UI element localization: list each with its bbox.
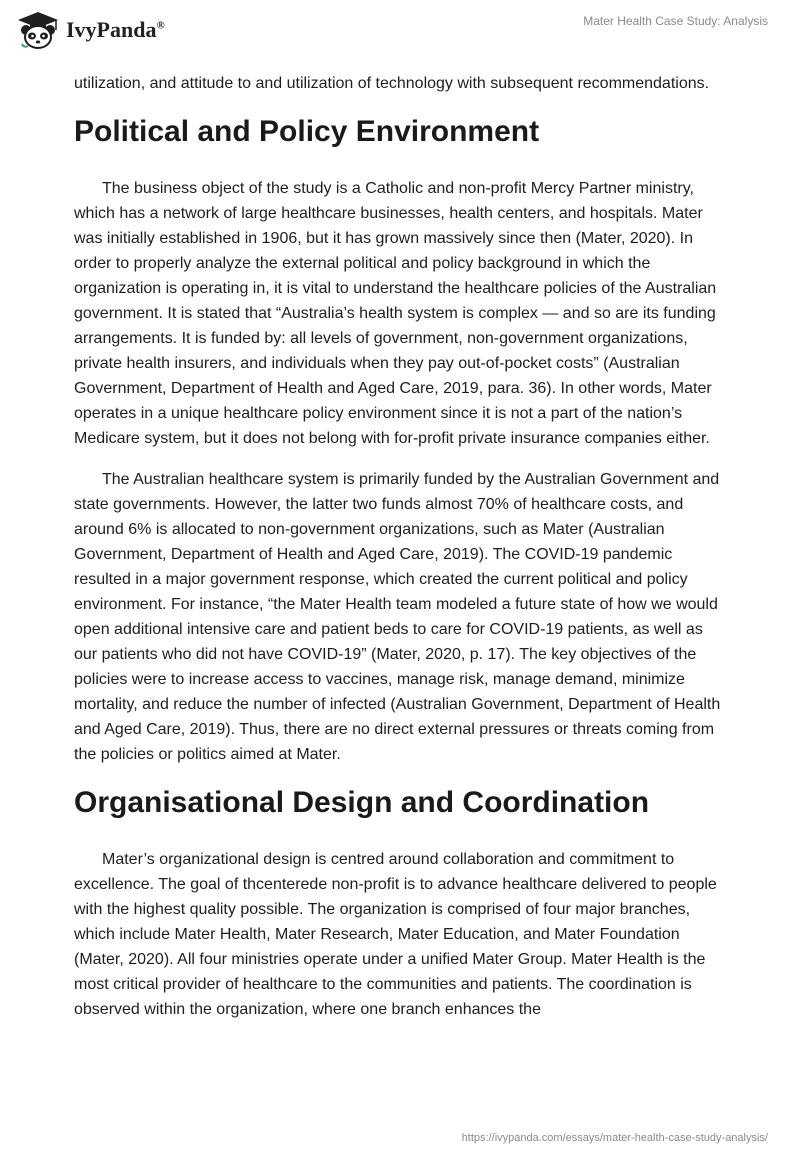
ivypanda-logo[interactable] [16, 10, 165, 50]
paragraph: The business object of the study is a Catholic and non-profit Mercy Partner ministry, which has a network of large healthcare businesses, health centers, and hospitals. Mater was initially established in 1906, but it has grown massively since then (Mater, 2020). In order to properly analyze the external political and policy background in which the organization is operating in, it is vital to understand the healthcare policies of the Australian government. It is stated that “Australia’s health system is complex — and so are its funding arrangements. It is funded by: all levels of government, non-government organizations, private health insurers, and individuals when they pay out-of-pocket costs” (Australian Government, Department of Health and Aged Care, 2019, para. 36). In other words, Mater operates in a unique healthcare policy environment since it is not a part of the nation’s Medicare system, but it does not belong with for-profit private insurance companies either. [74, 180, 717, 447]
essay-content [74, 71, 724, 1038]
document-title: Mater Health Case Study: Analysis [583, 14, 768, 28]
section-heading-organisational: Organisational Design and Coordination [74, 786, 650, 819]
paragraph: Mater’s organizational design is centred around collaboration and commitment to excellence. The goal of thcenterede non-profit is to advance healthcare delivered to people with the highest quality possible. The organization is comprised of four major branches, which include Mater Health, Mater Research, Mater Education, and Mater Foundation (Mater, 2020). All four ministries operate under a unified Mater Group. Mater Health is the most critical provider of healthcare to the communities and patients. The coordination is observed within the organization, where one branch enhances the [74, 851, 717, 1018]
panda-graduate-icon [16, 10, 60, 50]
source-url[interactable]: https://ivypanda.com/essays/mater-health-case-study-analysis/ [461, 1132, 768, 1144]
page-header [0, 0, 800, 70]
logo-text: IvyPanda® [66, 17, 165, 42]
intro-paragraph-tail: utilization, and attitude to and utilization of technology with subsequent recommendations. [74, 75, 710, 92]
paragraph: The Australian healthcare system is primarily funded by the Australian Government and state governments. However, the latter two funds almost 70% of healthcare costs, and around 6% is allocated to non-government organizations, such as Mater (Australian Government, Department of Health and Aged Care, 2019). The COVID-19 pandemic resulted in a major government response, which created the current political and policy environment. For instance, “the Mater Health team modeled a future state of how we would open additional intensive care and patient beds to care for COVID-19 patients, as well as our patients who did not have COVID-19” (Mater, 2020, p. 17). The key objectives of the policies were to increase access to vaccines, manage risk, manage demand, minimize mortality, and reduce the number of infected (Australian Government, Department of Health and Aged Care, 2019). Thus, there are no direct external pressures or threats coming from the policies or politics aimed at Mater. [74, 471, 721, 763]
section-heading-political: Political and Policy Environment [74, 115, 540, 148]
